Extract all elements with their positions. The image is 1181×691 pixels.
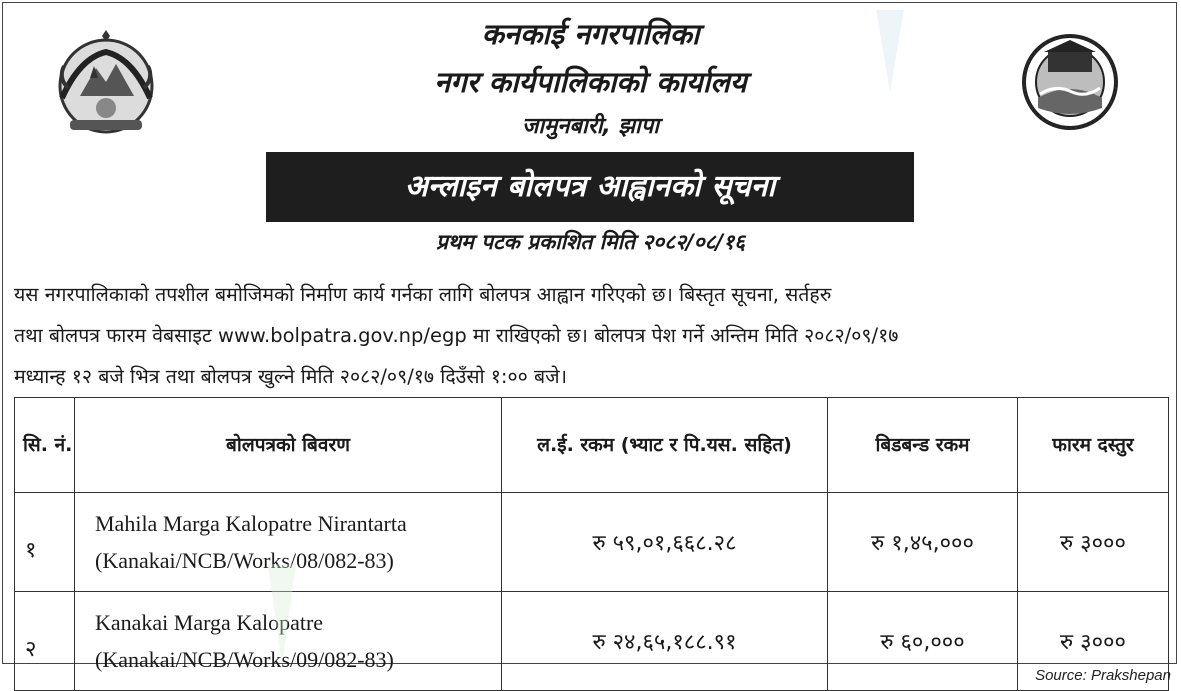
decorative-triangle-icon <box>872 6 908 96</box>
table-header-row <box>15 398 1169 493</box>
intro-line: मध्यान्ह १२ बजे भित्र तथा बोलपत्र खुल्ने मिति २०८२/०९/१७ दिउँसो १:०० बजे। <box>14 365 567 388</box>
notice-intro <box>14 274 1166 397</box>
office-name: कनकाई नगरपालिका <box>481 17 700 51</box>
notice-title-banner: अन्लाइन बोलपत्र आह्वानको सूचना <box>266 152 914 222</box>
row-cost-estimate: रु २४,६५,१८८.९१ <box>502 592 828 691</box>
header-cost-estimate: ल.ई. रकम (भ्याट र पि.यस. सहित) <box>502 398 828 493</box>
row-desc-title: Kanakai Marga Kalopatre <box>95 610 324 635</box>
table-row <box>15 592 1169 691</box>
decorative-triangle-icon <box>262 560 302 670</box>
intro-line: तथा बोलपत्र फारम वेबसाइट www.bolpatra.gov.np/egp मा राखिएको छ। बोलपत्र पेश गर्ने अन्तिम मिति २०८२/०९/१७ <box>14 324 899 347</box>
row-desc-title: Mahila Marga Kalopatre Nirantarta <box>95 511 407 536</box>
row-sn: २ <box>15 592 75 691</box>
header-form-fee: फारम दस्तुर <box>1018 398 1169 493</box>
row-form-fee: रु ३००० <box>1018 592 1169 691</box>
intro-line: यस नगरपालिकाको तपशील बमोजिमको निर्माण कार्य गर्नका लागि बोलपत्र आह्वान गरिएको छ। बिस्तृत सूचना, सर्तहरु <box>14 283 832 306</box>
row-form-fee: रु ३००० <box>1018 493 1169 592</box>
published-date: प्रथम पटक प्रकाशित मिति २०८२/०८/१६ <box>435 230 746 254</box>
row-sn: १ <box>15 493 75 592</box>
office-location: जामुनबारी, झापा <box>522 114 659 139</box>
header-description: बोलपत्रको बिवरण <box>75 398 502 493</box>
bid-table <box>14 397 1169 691</box>
header-bid-bond: बिडबन्ड रकम <box>828 398 1018 493</box>
row-cost-estimate: रु ५९,०१,६६८.२८ <box>502 493 828 592</box>
row-desc-code: (Kanakai/NCB/Works/08/082-83) <box>95 548 394 573</box>
row-bid-bond: रु ६०,००० <box>828 592 1018 691</box>
row-desc-code: (Kanakai/NCB/Works/09/082-83) <box>95 647 394 672</box>
source-credit: Source: Prakshepan <box>1035 667 1171 684</box>
header-sn: सि. नं. <box>15 398 75 493</box>
row-bid-bond: रु १,४५,००० <box>828 493 1018 592</box>
table-row <box>15 493 1169 592</box>
office-sub-title: नगर कार्यपालिकाको कार्यालय <box>434 65 747 99</box>
